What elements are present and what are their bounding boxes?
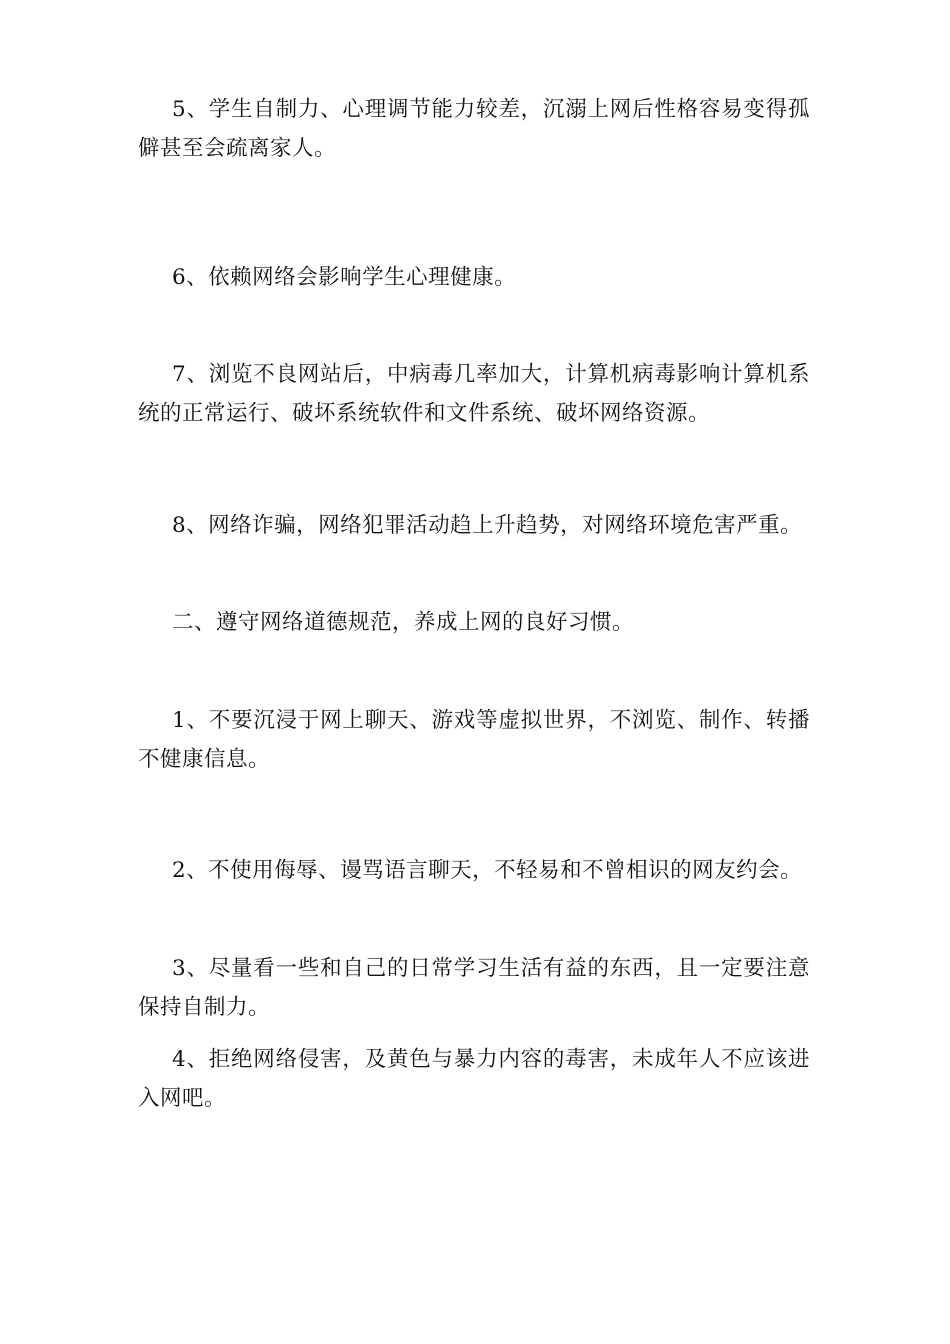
section-heading-2: 二、遵守网络道德规范，养成上网的良好习惯。 (172, 610, 635, 635)
paragraph-item-2: 2、不使用侮辱、谩骂语言聊天，不轻易和不曾相识的网友约会。 (172, 858, 803, 883)
paragraph-item-5: 5、学生自制力、心理调节能力较差，沉溺上网后性格容易变得孤僻甚至会疏离家人。 (138, 97, 810, 161)
paragraph-item-6: 6、依赖网络会影响学生心理健康。 (172, 265, 517, 290)
paragraph-item-4: 4、拒绝网络侵害，及黄色与暴力内容的毒害，未成年人不应该进入网吧。 (138, 1047, 810, 1111)
paragraph-item-7: 7、浏览不良网站后，中病毒几率加大，计算机病毒影响计算机系统的正常运行、破坏系统软件和文件系统、破坏网络资源。 (138, 362, 810, 426)
paragraph-item-3: 3、尽量看一些和自己的日常学习生活有益的东西，且一定要注意保持自制力。 (138, 956, 810, 1020)
paragraph-item-8: 8、网络诈骗，网络犯罪活动趋上升趋势，对网络环境危害严重。 (172, 513, 803, 538)
paragraph-item-1: 1、不要沉浸于网上聊天、游戏等虚拟世界，不浏览、制作、转播不健康信息。 (138, 708, 810, 772)
